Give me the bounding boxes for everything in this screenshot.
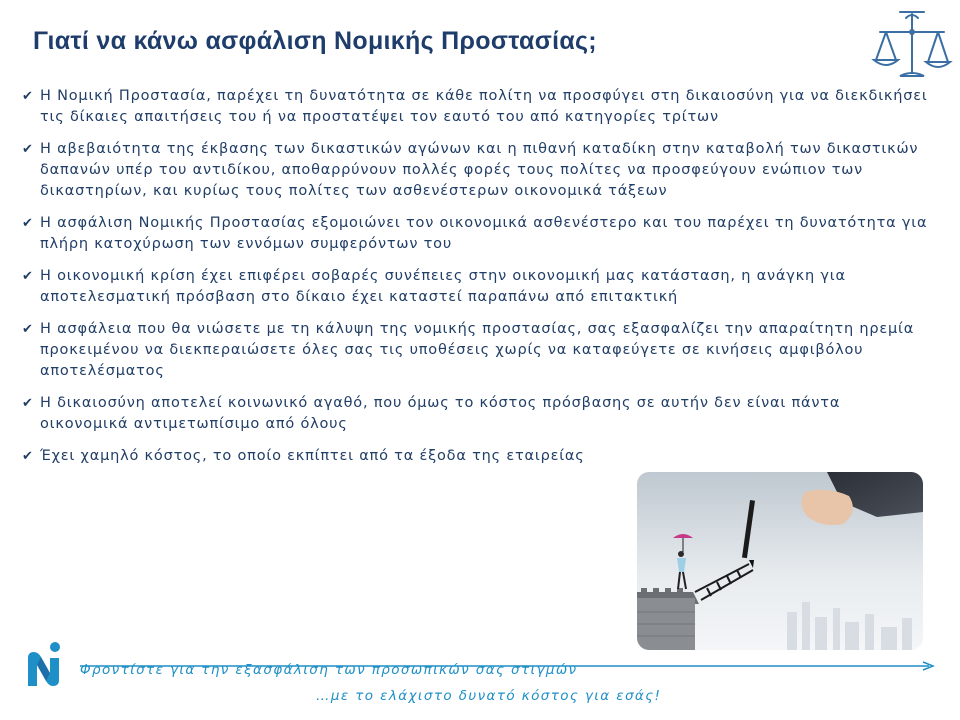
bullet-text: Η αβεβαιότητα της έκβασης των δικαστικών αγώνων και η πιθανή καταδίκη στην καταβολή των δικαστικών δαπανών υπέρ του αντιδίκου, αποθαρρύνουν πολλές φορές τους πολίτες να προσφεύγουν ενώπιον των δικαστηρίων, και κυρίως τους πολίτες των ασθενέστερων οικονομικά τάξεων xyxy=(40,141,919,199)
bullet-text: Η Νομική Προστασία, παρέχει τη δυνατότητα σε κάθε πολίτη να προσφύγει στη δικαιοσύνη για να διεκδικήσει τις δίκαιες απαιτήσεις του ή να προστατέψει τον εαυτό του από κατηγορίες τρίτων xyxy=(40,88,928,125)
company-logo xyxy=(24,640,66,690)
footer-slogan-line-2: …με το ελάχιστο δυνατό κόστος για εσάς! xyxy=(316,688,662,704)
reasons-list xyxy=(22,86,932,478)
list-item xyxy=(22,446,640,467)
checkmark-icon: ✔ xyxy=(22,322,34,337)
bullet-text: Η ασφάλεια που θα νιώσετε με τη κάλυψη της νομικής προστασίας, σας εξασφαλίζει την απαραίτητη ηρεμία προκειμένου να διεκπεραιώσετε όλες σας τις υποθέσεις χωρίς να καταφεύγετε σε κινήσεις αμφιβόλου αποτελέσματος xyxy=(40,321,915,379)
list-item xyxy=(22,213,932,255)
footer-slogan-line-1: Φροντίστε για την εξασφάλιση των προσωπικών σας στιγμών xyxy=(80,662,578,678)
checkmark-icon: ✔ xyxy=(22,89,34,104)
list-item xyxy=(22,266,932,308)
illustration-image xyxy=(637,472,923,650)
bullet-text: Έχει χαμηλό κόστος, το οποίο εκπίπτει από τα έξοδα της εταιρείας xyxy=(40,448,585,464)
scales-of-justice-icon xyxy=(870,8,954,82)
checkmark-icon: ✔ xyxy=(22,216,34,231)
page-title: Γιατί να κάνω ασφάλιση Νομικής Προστασίας; xyxy=(33,27,597,55)
list-item xyxy=(22,86,932,128)
list-item xyxy=(22,319,932,382)
checkmark-icon: ✔ xyxy=(22,269,34,284)
bullet-text: Η οικονομική κρίση έχει επιφέρει σοβαρές συνέπειες στην οικονομική μας κατάσταση, η ανάγκη για αποτελεσματική πρόσβαση στο δίκαιο έχει καταστεί παραπάνω από επιτακτική xyxy=(40,268,846,305)
checkmark-icon: ✔ xyxy=(22,449,34,464)
bullet-text: Η δικαιοσύνη αποτελεί κοινωνικό αγαθό, που όμως το κόστος πρόσβασης σε αυτήν δεν είναι πάντα οικονομικά αντιμετωπίσιμο από όλους xyxy=(40,395,841,432)
checkmark-icon: ✔ xyxy=(22,142,34,157)
list-item xyxy=(22,393,932,435)
bullet-text: Η ασφάλιση Νομικής Προστασίας εξομοιώνει τον οικονομικά ασθενέστερο και του παρέχει τη δυνατότητα για πλήρη κατοχύρωση των εννόμων συμφερόντων του xyxy=(40,215,928,252)
list-item xyxy=(22,139,932,202)
checkmark-icon: ✔ xyxy=(22,396,34,411)
